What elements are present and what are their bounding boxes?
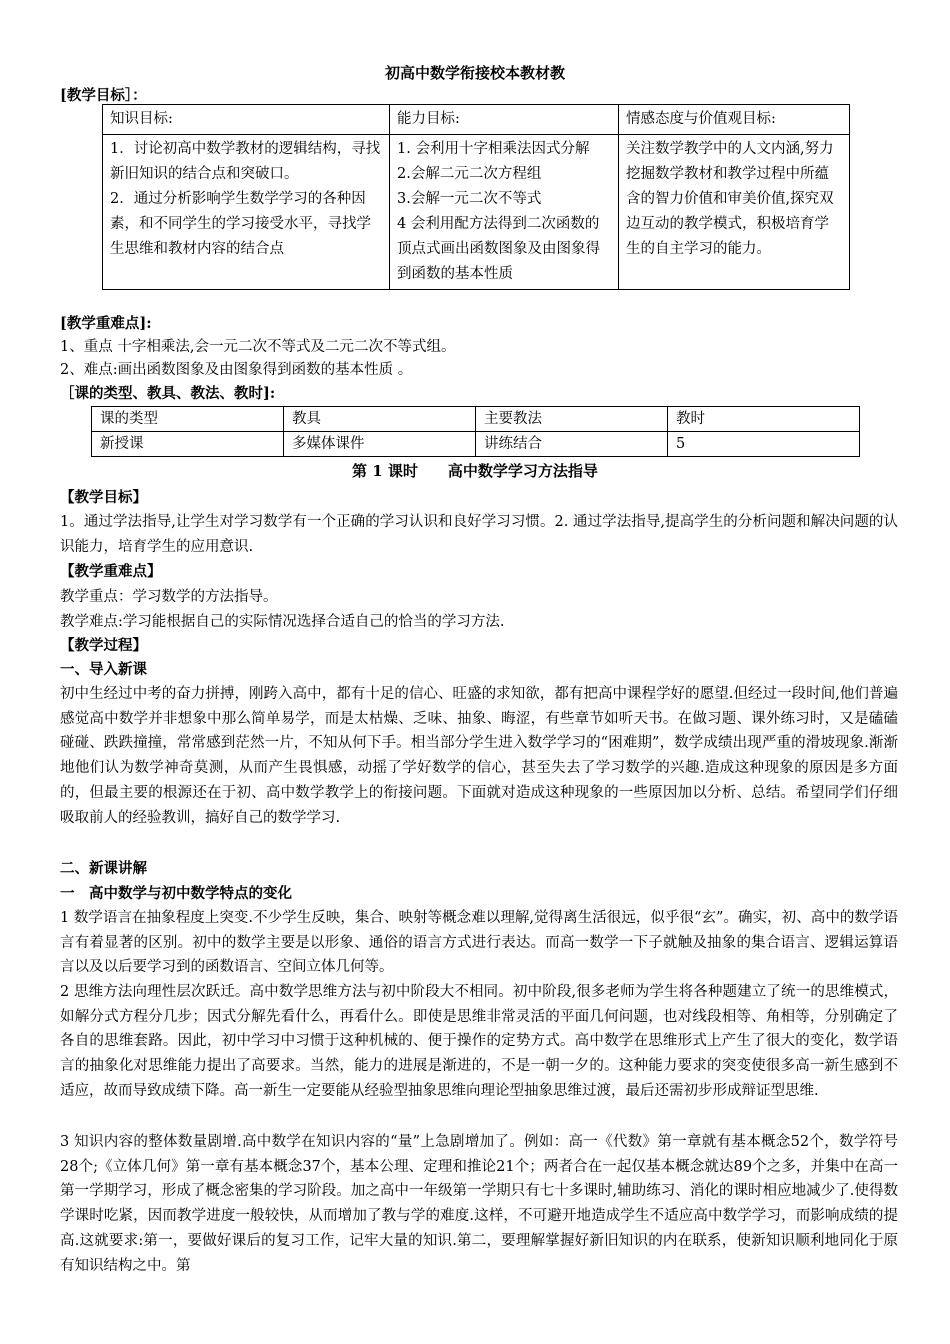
type-cell: 5 [668, 432, 860, 457]
point-2-paragraph: 2 思维方法向理性层次跃迁。高中数学思维方法与初中阶段大不相同。初中阶段,很多老师为学生将各种题建立了统一的思维模式，如解分式方程分几步；因式分解先看什么，再看什么。即使是思维非常灵活的平面几何问题，也对线段相等、角相等，分别确定了各自的思维套路。因此，初中学习中习惯于这种机械的、便于操作的定势方式。高中数学在思维形式上产生了很大的变化，数学语言的抽象化对思维能力提出了高要求。当然，能力的进展是渐进的，不是一朝一夕的。这种能力要求的突变使很多高一新生感到不适应，故而导致成绩下降。高一新生一定要能从经验型抽象思维向理论型抽象思维过渡，最后还需初步形成辩证型思维. [60, 984, 898, 1099]
attitude-goal-cell: 关注数学教学中的人文内涵,努力挖掘数学教材和教学过程中所蕴含的智力价值和审美价值,探究双边互动的教学模式，积极培育学生的自主学习的能力。 [619, 135, 850, 290]
lesson-type-table [91, 406, 860, 457]
ability-goal: 3.会解一元二次不等式 [397, 191, 542, 207]
ability-goal: 2.会解二元二次方程组 [397, 166, 542, 182]
goal-text: 1。通过学法指导,让学生对学习数学有一个正确的学习认识和良好学习习惯。2. 通过学法指导,提高学生的分析问题和解决问题的认识能力，培育学生的应用意识. [60, 514, 898, 555]
type-header-cell: 教具 [284, 407, 476, 432]
header-knowledge: 知识目标: [103, 105, 390, 135]
type-table-row [92, 432, 860, 457]
knowledge-goal: 1．讨论初高中数学教材的逻辑结构，寻找新旧知识的结合点和突破口。 [110, 141, 381, 182]
knowledge-goal: 2．通过分析影响学生数学学习的各种因素，和不同学生的学习接受水平，寻找学生思维和教材内容的结合点 [110, 191, 371, 257]
type-cell: 讲练结合 [476, 432, 668, 457]
type-cell: 多媒体课件 [284, 432, 476, 457]
type-header-cell: 课的类型 [92, 407, 284, 432]
type-header-cell: 教时 [668, 407, 860, 432]
ability-goals-cell [390, 135, 619, 290]
goals-table-body-row [103, 135, 850, 290]
point-3-paragraph: 3 知识内容的整体数量剧增.高中数学在知识内容的“量”上急剧增加了。例如：高一《代数》第一章就有基本概念52个，数学符号28个;《立体几何》第一章有基本概念37个，基本公理、定理和推论21个；两者合在一起仅基本概念就达89个之多，并集中在高一第一学期学习，形成了概念密集的学习阶段。加之高中一年级第一学期只有七十多课时,辅助练习、消化的课时相应地减少了.使得数学课时吃紧，因而教学进度一般较快，从而增加了教与学的难度.这样，不可避开地造成学生不适应高中数学学习，而影响成绩的提高.这就要求:第一，要做好课后的复习工作，记牢大量的知识.第二，要理解掌握好新旧知识的内在联系，使新知识顺利地同化于原有知识结构之中。第 [60, 1134, 898, 1274]
goals-table-header-row [103, 105, 850, 135]
key-point-1: 1、重点 十字相乘法,会一元二次不等式及二元二次不等式组。 [60, 339, 456, 355]
header-attitude: 情感态度与价值观目标: [619, 105, 850, 135]
header-ability: 能力目标: [390, 105, 619, 135]
goals-heading: [教学目标］： [60, 87, 147, 104]
goals-table [102, 104, 850, 290]
key-heading: [教学重难点]: [60, 315, 152, 332]
point-1-paragraph: 1 数学语言在抽象程度上突变.不少学生反映，集合、映射等概念难以理解,觉得离生活很远，似乎很“玄”。确实，初、高中的数学语言有着显著的区别。初中的数学主要是以形象、通俗的语言方式进行表达。而高一数学一下子就触及抽象的集合语言、逻辑运算语言以及以后要学习到的函数语言、空间立体几何等。 [60, 910, 898, 976]
intro-paragraph: 初中生经过中考的奋力拼搏，刚跨入高中，都有十足的信心、旺盛的求知欲，都有把高中课程学好的愿望.但经过一段时间,他们普遍感觉高中数学并非想象中那么简单易学，而是太枯燥、乏味、抽象、晦涩，有些章节如听天书。在做习题、课外练习时，又是磕磕碰碰、跌跌撞撞，常常感到茫然一片，不知从何下手。相当部分学生进入数学学习的“困难期”，数学成绩出现严重的滑坡现象.渐渐地他们认为数学神奇莫测，从而产生畏惧感，动摇了学好数学的信心，甚至失去了学习数学的兴趣.造成这种现象的原因是多方面的，但最主要的根源还在于初、高中数学教学上的衔接问题。下面就对造成这种现象的一些原因加以分析、总结。希望同学们仔细吸取前人的经验教训，搞好自己的数学学习. [60, 686, 898, 826]
document-title: 初高中数学衔接校本教材教 [384, 64, 565, 82]
subsection-heading: 一 高中数学与初中数学特点的变化 [60, 885, 292, 902]
knowledge-goals-cell [103, 135, 390, 290]
section-process-heading: 【教学过程】 [60, 637, 147, 654]
teaching-difficulty: 教学难点:学习能根据自己的实际情况选择合适自己的恰当的学习方法. [60, 614, 505, 630]
ability-goal: 4 会利用配方法得到二次函数的顶点式画出函数图象及由图象得到函数的基本性质 [397, 216, 600, 282]
section-goal-heading: 【教学目标】 [60, 489, 147, 506]
type-header-cell: 主要教法 [476, 407, 668, 432]
new-lesson-heading: 二、新课讲解 [60, 860, 147, 877]
section-key-heading: 【教学重难点】 [60, 563, 162, 580]
lesson-title: 第 1 课时 高中数学学习方法指导 [352, 462, 598, 480]
ability-goal: 1. 会利用十字相乘法因式分解 [397, 141, 590, 157]
key-point-2: 2、难点:画出函数图象及由图象得到函数的基本性质 。 [60, 362, 413, 378]
type-table-header-row [92, 407, 860, 432]
teaching-focus: 教学重点：学习数学的方法指导。 [60, 589, 278, 605]
intro-heading: 一、导入新课 [60, 661, 147, 678]
type-cell: 新授课 [92, 432, 284, 457]
type-heading: ［课的类型、教具、教法、教时]: [60, 385, 276, 402]
